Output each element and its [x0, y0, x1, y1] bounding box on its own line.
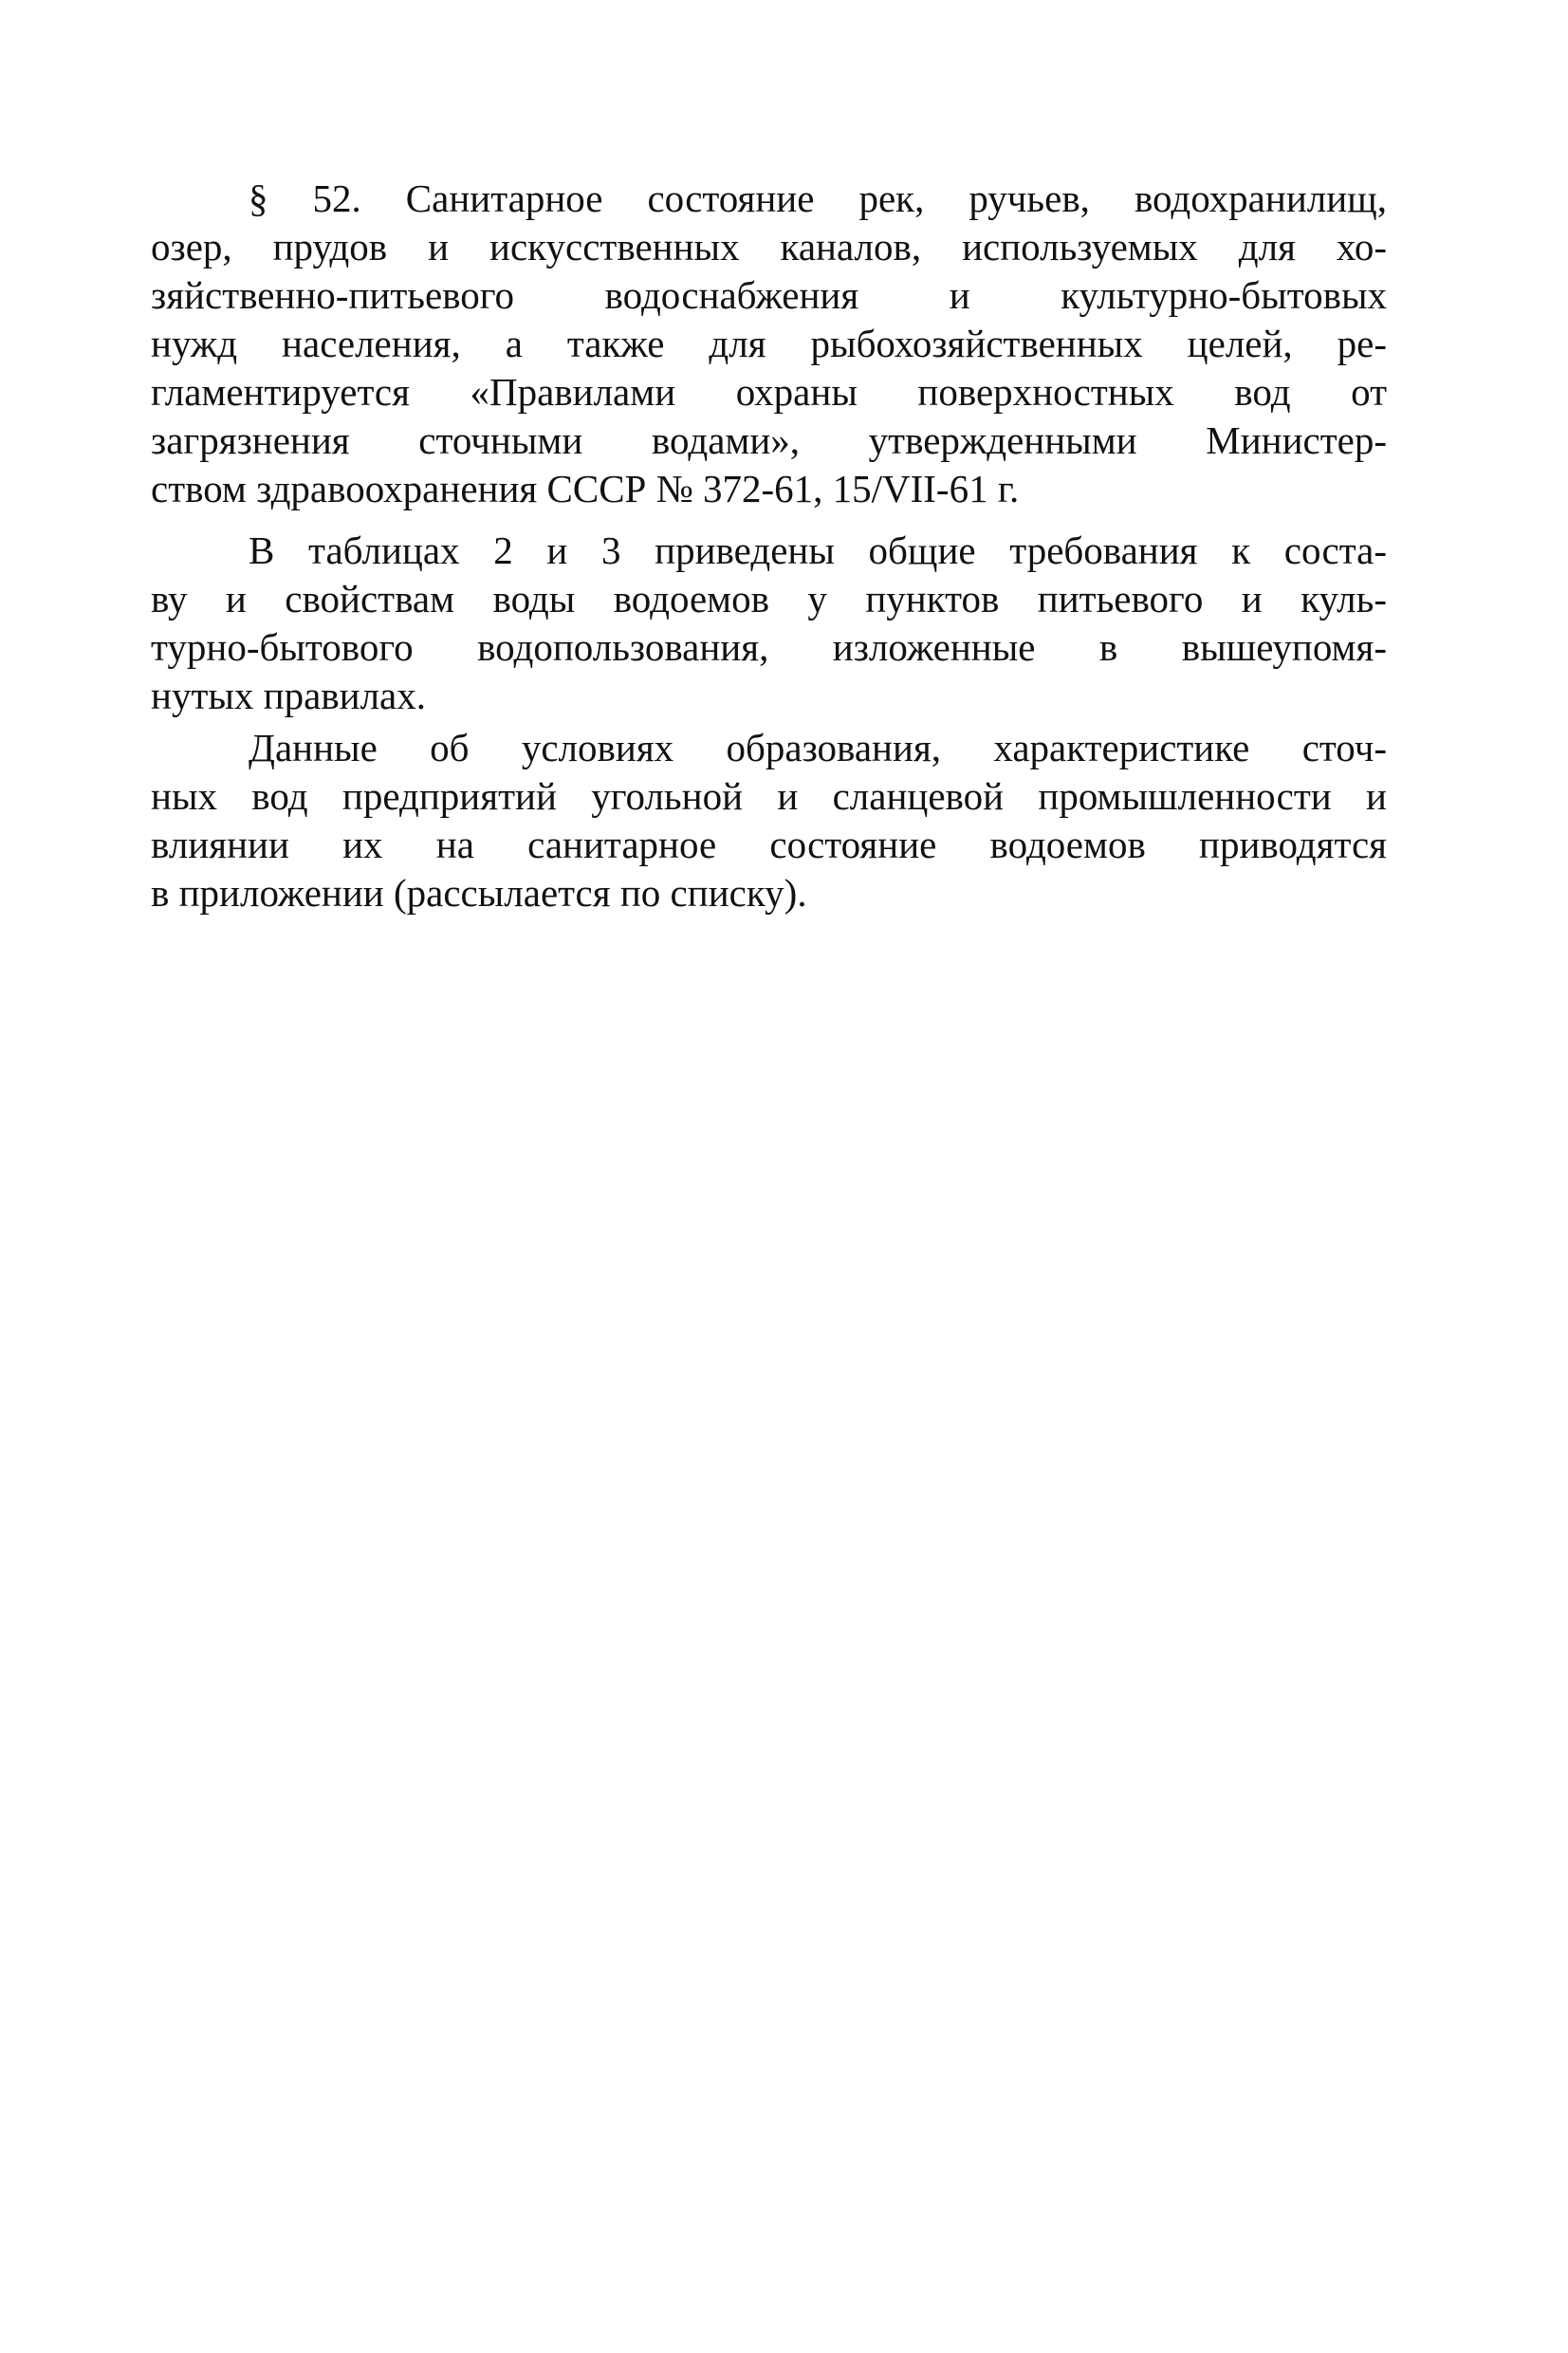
text-line: гламентируется «Правилами охраны поверхностных вод от: [151, 370, 1387, 414]
text-line: В таблицах 2 и 3 приведены общие требования к соста-: [249, 528, 1387, 572]
text-line: ву и свойствам воды водоемов у пунктов питьевого и куль-: [151, 577, 1387, 621]
text-line: ством здравоохранения СССР № 372-61, 15/VII-61 г.: [151, 467, 1020, 510]
text-line: озер, прудов и искусственных каналов, используемых для хо-: [151, 225, 1387, 269]
text-line: нутых правилах.: [151, 674, 427, 717]
text-line: влиянии их на санитарное состояние водоемов приводятся: [151, 823, 1387, 866]
document-body: [151, 175, 1387, 917]
text-line: загрязнения сточными водами», утвержденными Министер-: [151, 418, 1387, 462]
text-line: Данные об условиях образования, характеристике сточ-: [249, 726, 1387, 769]
text-line: § 52. Санитарное состояние рек, ручьев, водохранилищ,: [249, 176, 1387, 220]
paragraph-52: [151, 175, 1387, 513]
text-line: турно-бытового водопользования, изложенные в вышеупомя-: [151, 625, 1387, 669]
paragraph-tables: [151, 527, 1387, 720]
paragraph-appendix: [151, 724, 1387, 917]
text-line: зяйственно-питьевого водоснабжения и культурно-бытовых: [151, 273, 1387, 317]
text-line: нужд населения, а также для рыбохозяйственных целей, ре-: [151, 322, 1387, 365]
text-line: в приложении (рассылается по списку).: [151, 871, 807, 915]
text-line: ных вод предприятий угольной и сланцевой промышленности и: [151, 774, 1387, 818]
